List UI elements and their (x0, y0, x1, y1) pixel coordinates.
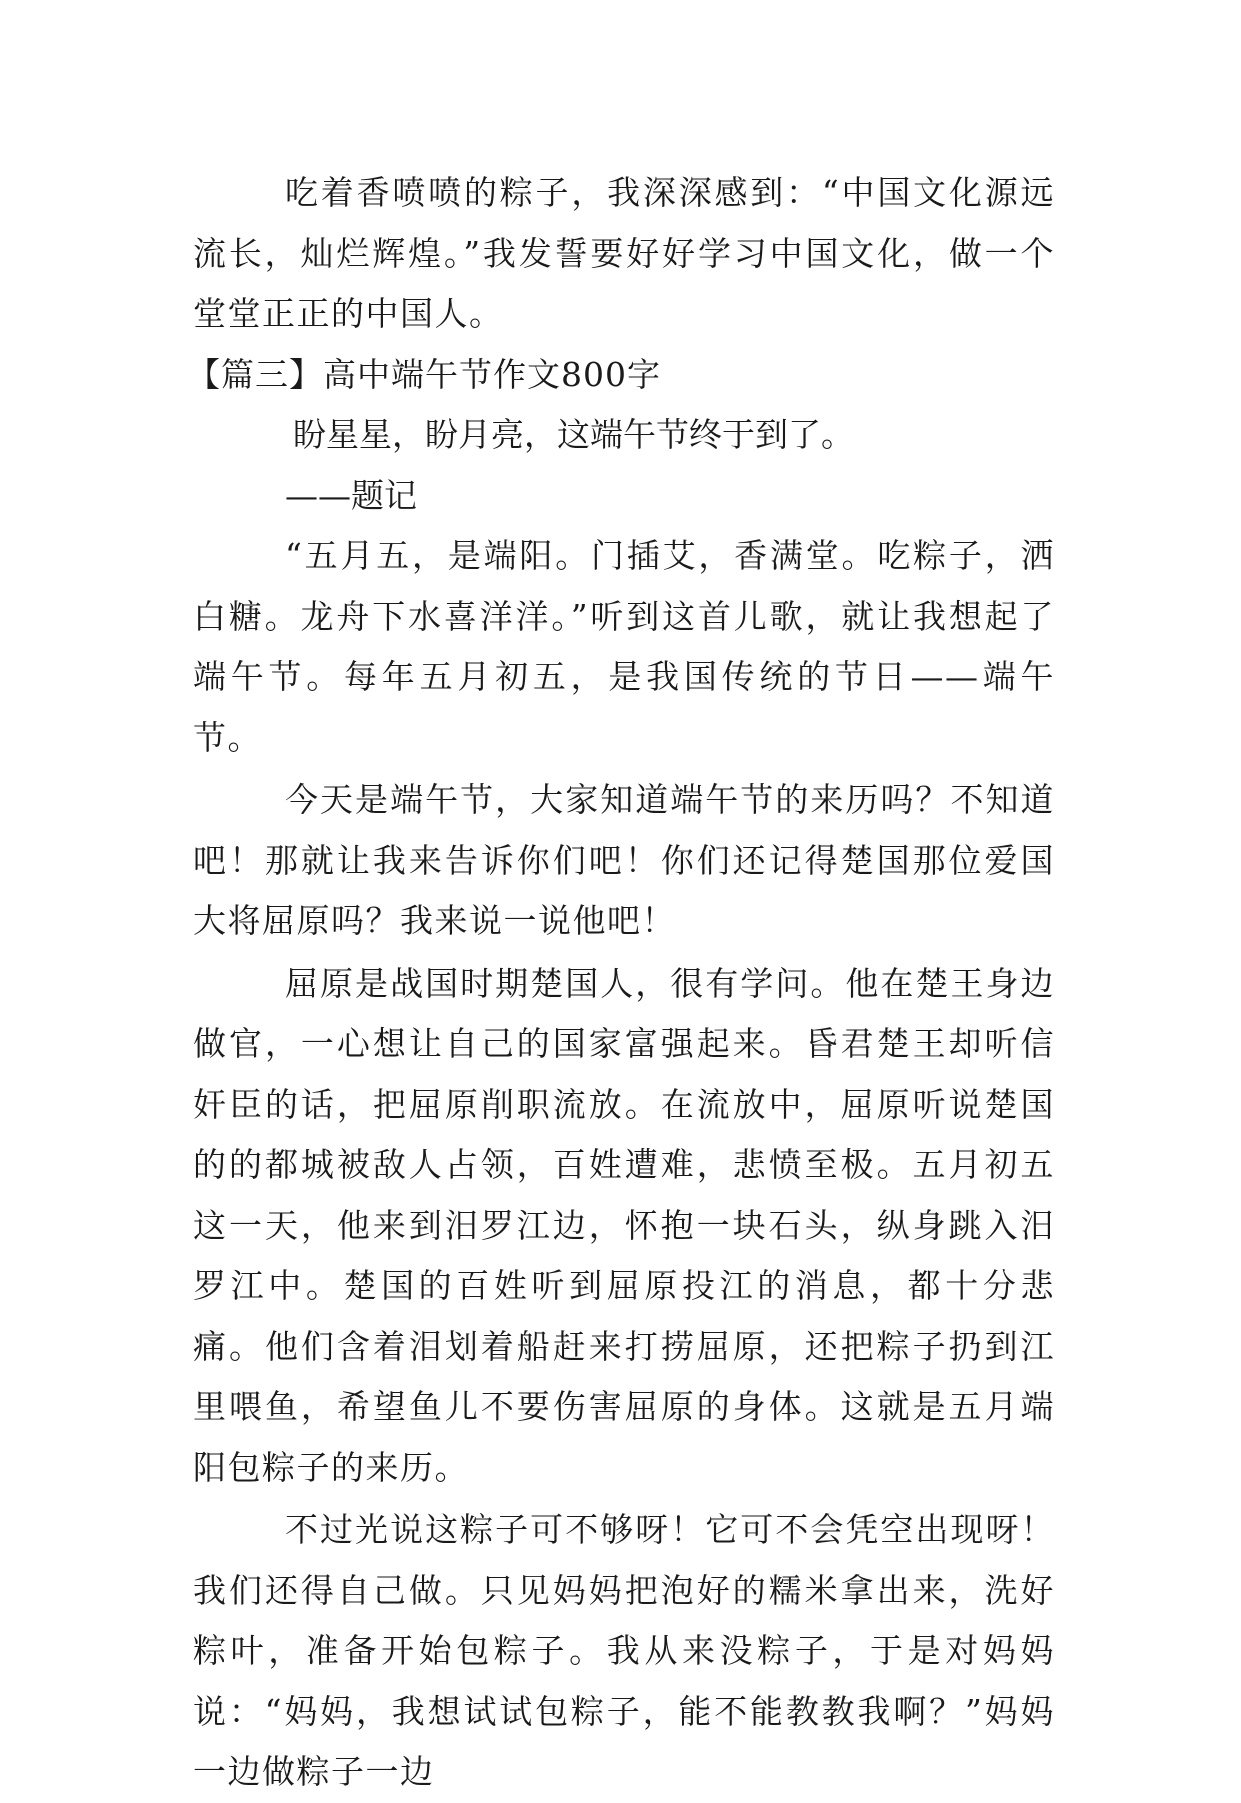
section-heading: 【篇三】高中端午节作文800字 (187, 354, 661, 394)
essay-opening-line: 盼星星，盼月亮，这端午节终于到了。 (293, 415, 854, 454)
paragraph-making-zongzi: 不过光说这粽子可不够呀！它可不会凭空出现呀！我们还得自己做。只见妈妈把泡好的糯米拿出来，洗好粽叶，准备开始包粽子。我从来没粽子，于是对妈妈说：“妈妈，我想试试包粽子，能不能教教我啊？”妈妈一边做粽子一边 (193, 1510, 1055, 1791)
paragraph-qu-yuan-story: 屈原是战国时期楚国人，很有学问。他在楚王身边做官，一心想让自己的国家富强起来。昏君楚王却听信奸臣的话，把屈原削职流放。在流放中，屈原听说楚国的的都城被敌人占领，百姓遭难，悲愤至极。五月初五这一天，他来到汨罗江边，怀抱一块石头，纵身跳入汨罗江中。楚国的百姓听到屈原投江的消息，都十分悲痛。他们含着泪划着船赶来打捞屈原，还把粽子扔到江里喂鱼，希望鱼儿不要伤害屈原的身体。这就是五月端阳包粽子的来历。 (193, 963, 1055, 1487)
paragraph-folk-song: “五月五，是端阳。门插艾，香满堂。吃粽子，洒白糖。龙舟下水喜洋洋。”听到这首儿歌，就让我想起了端午节。每年五月初五，是我国传统的节日——端午节。 (193, 536, 1055, 757)
epigraph-label: ——题记 (285, 475, 417, 515)
paragraph-origin-question: 今天是端午节，大家知道端午节的来历吗？不知道吧！那就让我来告诉你们吧！你们还记得楚国那位爱国大将屈原吗？我来说一说他吧！ (193, 780, 1055, 940)
paragraph-closing-previous: 吃着香喷喷的粽子，我深深感到：“中国文化源远流长，灿烂辉煌。”我发誓要好好学习中国文化，做一个堂堂正正的中国人。 (193, 173, 1055, 333)
essay-body (187, 163, 1055, 1803)
